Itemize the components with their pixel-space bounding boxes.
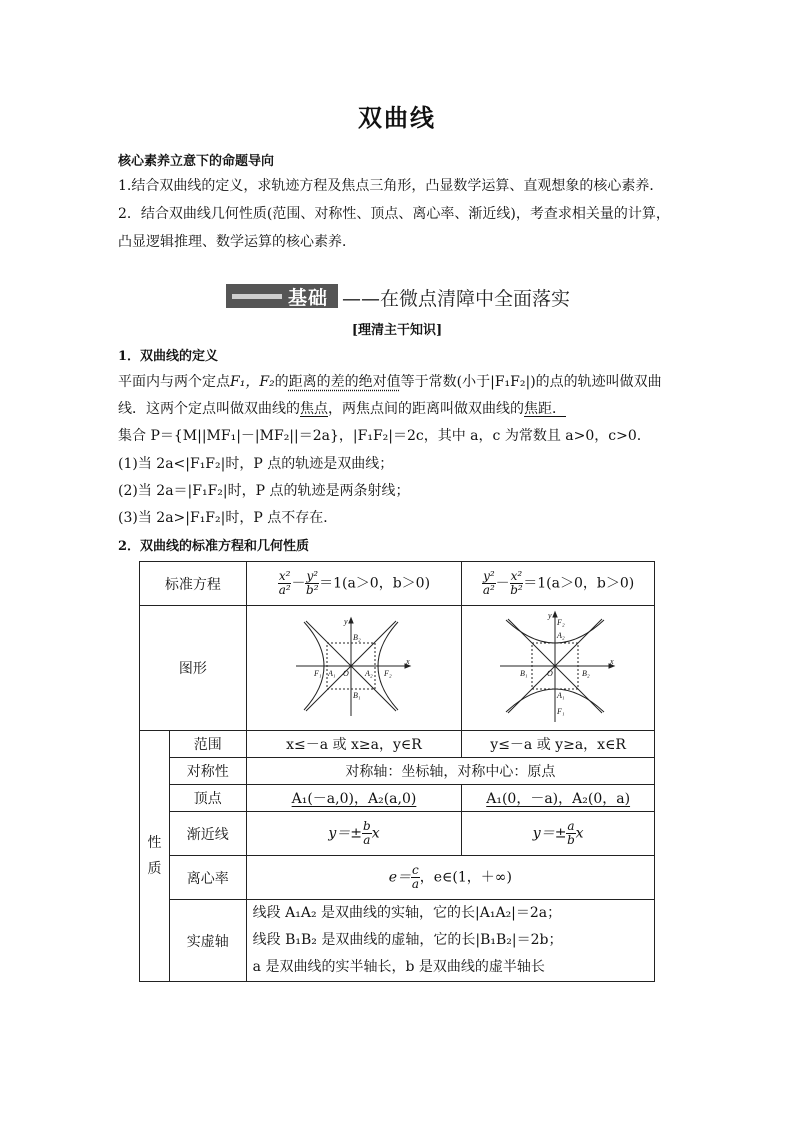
ecc-prefix: e＝ [388,869,412,886]
label-y: y [343,617,348,626]
label-a1: A₁ [327,669,336,678]
row-label: 图形 [140,606,247,731]
def-text: 平面内与两个定点 [118,374,230,390]
row-label: 实虚轴 [169,900,246,982]
intro-heading: 核心素养立意下的命题导向 [118,154,275,169]
numerator: a [567,819,575,833]
row-asymptote [140,812,655,856]
banner-subtitle: ——在微点清障中全面落实 [342,288,571,310]
denominator: b [567,833,575,847]
asymptote-variable: x [371,825,380,842]
section2-heading: 2．双曲线的标准方程和几何性质 [118,539,310,554]
ecc-rest: ，e∈(1，＋∞) [419,869,512,886]
def-text: 的 [274,374,289,390]
label-a2: A₂ [364,669,373,678]
row-label: 渐近线 [169,812,246,856]
case-2: (2)当 2a＝|F₁F₂|时，P 点的轨迹是两条射线； [118,483,410,499]
row-symmetry [140,758,655,785]
group-label-properties [140,731,170,982]
fraction [411,864,420,891]
row-figure [140,606,655,731]
equation-rest: ＝1(a＞0，b＞0) [523,575,635,592]
label-a1: A₁ [557,691,565,700]
numerator: b [363,819,371,833]
page-title: 双曲线 [358,103,436,132]
semi-axis-line: a 是双曲线的实半轴长，b 是双曲线的虚半轴长 [252,959,545,975]
intro-item-2: 2．结合双曲线几何性质(范围、对称性、顶点、离心率、渐近线)，考查求相关量的计算， [118,206,670,222]
label-x: x [610,657,614,666]
vertex-vertical: A₁(0，－a)，A₂(0，a) [462,785,655,812]
asymptote-prefix: y＝± [532,825,567,842]
row-label: 范围 [169,731,246,758]
case-1: (1)当 2a<|F₁F₂|时，P 点的轨迹是双曲线； [118,456,394,472]
numerator: x² [278,569,291,583]
asymptote-prefix: y＝± [328,825,362,842]
intro-item-2-cont: 凸显逻辑推理、数学运算的核心素养． [118,234,356,250]
row-range [140,731,655,758]
row-label: 对称性 [169,758,246,785]
label-f2: F₂ [383,669,392,678]
row-axes [140,900,655,982]
label-f2: F₂ [557,618,565,627]
asymptote-horizontal [246,812,462,856]
range-vertical: y≤－a 或 y≥a，x∈R [462,731,655,758]
def-foci: F₁，F₂ [230,374,275,390]
subheading: [理清主干知识] [351,323,443,338]
banner-bar [232,294,282,299]
intro-item-1: 1.结合双曲线的定义，求轨迹方程及焦点三角形，凸显数学运算、直观想象的核心素养． [118,178,664,194]
set-definition: 集合 P＝{M||MF₁|－|MF₂||＝2a}，|F₁F₂|＝2c，其中 a，c 为常数且 a>0，c>0. [118,428,642,444]
y-arrow [553,612,557,617]
label-origin: O [547,669,553,678]
figure-horizontal-cell [246,606,462,731]
def-text: ，两焦点间的距离叫做双曲线的 [328,401,524,417]
definition-line-1 [118,371,662,391]
horizontal-hyperbola-figure [294,616,414,720]
fraction [566,820,575,847]
definition-line-2 [118,398,566,418]
row-label: 顶点 [169,785,246,812]
row-standard-equation [140,562,655,606]
def-key-phrase: 距离的差的绝对值 [288,374,401,390]
symmetry-value: 对称轴：坐标轴，对称中心：原点 [246,758,654,785]
fraction [362,820,372,847]
asymptote-variable: x [575,825,584,842]
group-label: 性质 [147,835,162,877]
vertical-hyperbola-figure [498,610,618,726]
fraction [510,570,524,597]
label-b1: B₁ [352,691,361,700]
asymptote-vertical [462,812,655,856]
label-origin: O [342,669,349,678]
def-text: ． [552,401,566,417]
numerator: y² [306,569,319,583]
row-label: 离心率 [169,856,246,900]
def-text: 等于常数(小于|F₁F₂|)的点的轨迹叫做双曲 [400,374,662,390]
numerator: y² [483,569,495,583]
denominator: a [363,833,371,847]
equation-rest: ＝1(a＞0，b＞0) [319,575,431,592]
def-text: 线．这两个定点叫做双曲线的 [118,401,300,417]
equation-horizontal: $\frac{\text{x²}}{\text{a²}}$ － $\frac{\text{y²}}{\text{b²}}$ ＝1(a＞0，b＞0) [246,562,462,606]
label-f1: F₁ [557,707,565,716]
row-eccentricity [140,856,655,900]
denominator: b² [510,583,523,597]
case-3: (3)当 2a>|F₁F₂|时，P 点不存在． [118,510,338,526]
label-b1: B₁ [520,669,528,678]
label-f1: F₁ [313,669,322,678]
real-axis-line: 线段 A₁A₂ 是双曲线的实轴，它的长|A₁A₂|＝2a； [252,905,562,921]
equation-vertical: $\frac{\text{y²}}{\text{a²}}$ － $\frac{\text{x²}}{\text{b²}}$ ＝1(a＞0，b＞0) [462,562,655,606]
section1-heading: 1．双曲线的定义 [118,349,219,364]
banner-label: 基础 [288,286,329,309]
numerator: c [412,863,419,877]
denominator: a [411,877,419,891]
denominator: a² [482,583,495,597]
label-a2: A₂ [557,631,565,640]
section-banner [226,284,338,308]
eccentricity-value [246,856,654,900]
imaginary-axis-line: 线段 B₁B₂ 是双曲线的虚轴，它的长|B₁B₂|＝2b； [252,932,563,948]
denominator: a² [278,583,291,597]
fraction [305,570,319,597]
fraction [482,570,496,597]
figure-vertical-cell [462,606,655,731]
label-b2: B₂ [352,633,361,642]
label-y: y [548,611,552,620]
label-b2: B₂ [582,669,590,678]
vertex-horizontal: A₁(－a,0)，A₂(a,0) [246,785,462,812]
denominator: b² [306,583,319,597]
def-focus-term: 焦点 [300,401,328,417]
axes-description [246,900,654,982]
def-focal-distance-term: 焦距 [524,401,552,417]
fraction [278,570,292,597]
range-horizontal: x≤－a 或 x≥a，y∈R [246,731,462,758]
label-x: x [405,657,410,666]
properties-table [139,561,655,982]
numerator: x² [510,569,523,583]
row-vertex [140,785,655,812]
y-arrow [349,618,353,623]
row-label: 标准方程 [140,562,247,606]
